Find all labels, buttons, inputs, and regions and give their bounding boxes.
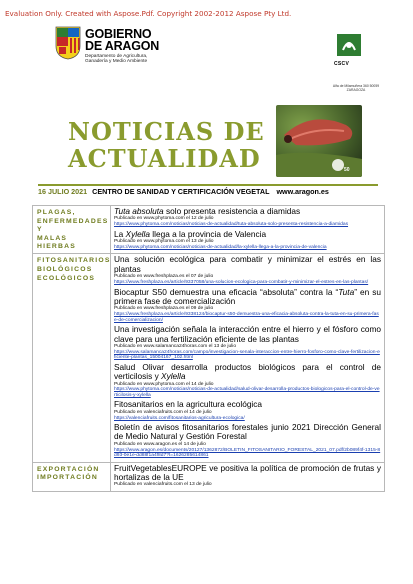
section-row [33, 206, 385, 254]
section-news [111, 462, 385, 492]
news-title [114, 255, 381, 274]
section-news [111, 206, 385, 254]
news-title-species: Xylella [161, 371, 186, 382]
news-title-species: Xylella [125, 228, 150, 239]
gobierno-aragon-logo [55, 26, 175, 72]
category-line-fitosanitarios: FITOSANITARIOS [37, 257, 111, 265]
evaluation-watermark: Evaluation Only. Created with Aspose.Pdf. Copyright 2002-2012 Aspose Pty Ltd. [5, 9, 292, 18]
news-title [114, 464, 381, 483]
news-title-text: Una investigación señala la interacción entre el hierro y el fósforo como clave para una fertilización eficiente de las plantas [114, 324, 381, 344]
news-published: Publicado en www.phytoma.com el 12 de julio [114, 216, 214, 222]
category-line-exportacion: EXPORTACIÓN [37, 465, 100, 473]
news-published: Publicado en www.salamanca24horas.com el 13 de julio [114, 343, 237, 349]
category-line-enfermedades-y: ENFERMEDADES Y [37, 217, 109, 234]
category-line-biologicos: BIOLÓGICOS [37, 266, 93, 273]
section-category [33, 254, 111, 462]
category-line-plagas: PLAGAS, [37, 209, 76, 216]
cscv-logo [326, 24, 380, 92]
news-table [32, 205, 385, 492]
gobierno-title: GOBIERNO DE ARAGON [85, 27, 160, 53]
news-title [114, 400, 381, 409]
insect-photo [276, 105, 362, 177]
news-link[interactable]: https://www.freshplaza.es/article/9337058/una-solucion-ecologica-para-combatir-y-minimizar-el-estres-en-las-plantas/ [114, 280, 369, 286]
news-title-text: Fitosanitarios en la agricultura ecológica [114, 399, 263, 410]
section-category [33, 462, 111, 492]
aragon-shield-icon [55, 26, 81, 60]
news-link[interactable]: https://valenciafruits.com/fitosanitarios-agricultura-ecologica/ [114, 415, 245, 421]
news-title-text: La [114, 228, 126, 239]
news-item [114, 423, 381, 459]
news-item [114, 400, 381, 421]
news-title-text: Salud Olivar desarrolla productos biológicos para el control de verticilosis y [114, 361, 381, 382]
category-line-malas-hierbas: MALAS HIERBAS [37, 234, 76, 251]
news-item [114, 325, 381, 361]
category-line-ecologicos: ECOLÓGICOS [37, 274, 96, 282]
news-item [114, 255, 381, 285]
news-title-species: Tuta absoluta [114, 206, 164, 216]
news-item [114, 207, 381, 228]
news-link[interactable]: https://www.phytoma.com/noticias/noticias-de-actualidad/la-xylella-llega-a-la-provincia-de-valencia [114, 244, 327, 250]
news-link[interactable]: https://www.salamanca24horas.com/campo/investigacion-senala-interaccion-entre-hierro-fosforo-como-clave-fertilizacion-eficiente-plantas_15004167_102.html [114, 349, 380, 361]
news-published: Publicado en www.phytoma.com el 13 de julio [114, 239, 214, 245]
news-title-text-end: solo presenta resistencia a diamidas [163, 206, 301, 216]
section-news [111, 254, 385, 462]
section-row [33, 254, 385, 462]
news-published: Publicado en www.freshplaza.es el 09 de julio [114, 306, 214, 312]
news-title [114, 325, 381, 344]
page-title: NOTICIAS DE ACTUALIDAD [68, 117, 265, 173]
news-published: Publicado en www.aragon.es el 14 de julio [114, 441, 206, 447]
website-label: www.aragon.es [276, 187, 329, 196]
news-link[interactable]: https://www.freshplaza.es/article/9338124/biocaptur-s50-demuestra-una-eficacia-absoluta-contra-la-tuta-en-su-primera-fase-de-comercializacion/ [114, 312, 379, 323]
section-row [33, 462, 385, 492]
cscv-label: CSCV [334, 61, 350, 67]
news-title-text: FruitVegetablesEUROPE ve positiva la política de promoción de frutas y hortalizas de la UE [114, 462, 381, 483]
category-line-importacion: IMPORTACIÓN [37, 474, 99, 482]
date-bar [38, 184, 378, 196]
center-name: CENTRO DE SANIDAD Y CERTIFICACIÓN VEGETAL [92, 187, 270, 196]
news-published: Publicado en www.freshplaza.es el 07 de julio [114, 274, 214, 280]
news-link[interactable]: https://www.aragon.es/documents/20127/1362872/BOLETIN_FITOSANITARIO_FORESTAL_2021_07.pdf/2b089f4f-1315-8d93-0e1e-dd88f1a4f8d7?t=1626285614861 [114, 447, 381, 459]
news-title-species: Tuta [338, 286, 355, 297]
news-item [114, 288, 381, 324]
news-title [114, 288, 381, 307]
news-title-text: Biocaptur S50 demuestra una eficacia “absoluta” contra la “ [114, 286, 339, 297]
news-published: Publicado en valenciafruits.com el 14 de julio [114, 409, 212, 415]
news-link[interactable]: https://www.phytoma.com/noticias/noticias-de-actualidad/salud-olivar-desarrolla-productos-biologicos-para-el-control-de-verticilosis-y-xylella [114, 387, 380, 398]
news-link[interactable]: https://www.phytoma.com/noticias/noticias-de-actualidad/tuta-absoluta-solo-presenta-resistencia-a-diamidas [114, 222, 349, 228]
news-title-text-end: llega a la provincia de Valencia [150, 228, 267, 239]
news-item [114, 230, 381, 251]
news-title-text: Una solución ecológica para combatir y minimizar el estrés en las plantas [114, 254, 381, 274]
news-item [114, 464, 381, 489]
news-published: Publicado en www.phytoma.com el 14 de julio [114, 381, 214, 387]
news-item [114, 363, 381, 399]
department-name: Departamento de Agricultura, Ganadería y Medio Ambiente [85, 54, 148, 65]
news-title [114, 230, 381, 239]
news-title [114, 207, 381, 216]
cscv-address: Alfa de Milamuñera 360 50059 ZARAGOZA [332, 84, 380, 92]
news-title [114, 363, 381, 382]
issue-date: 16 JULIO 2021 [38, 187, 88, 196]
news-title [114, 423, 381, 442]
section-category [33, 206, 111, 254]
cscv-emblem-icon [337, 34, 361, 56]
news-title-text-end: ” en su primera fase de comercialización [114, 286, 381, 306]
svg-text:50: 50 [344, 167, 350, 173]
news-published: Publicado en valenciafruits.com el 13 de julio [114, 482, 212, 488]
news-title-text: Boletín de avisos fitosanitarios forestales junio 2021 Dirección General de Medio Natural y Gestión Forestal [114, 422, 381, 442]
